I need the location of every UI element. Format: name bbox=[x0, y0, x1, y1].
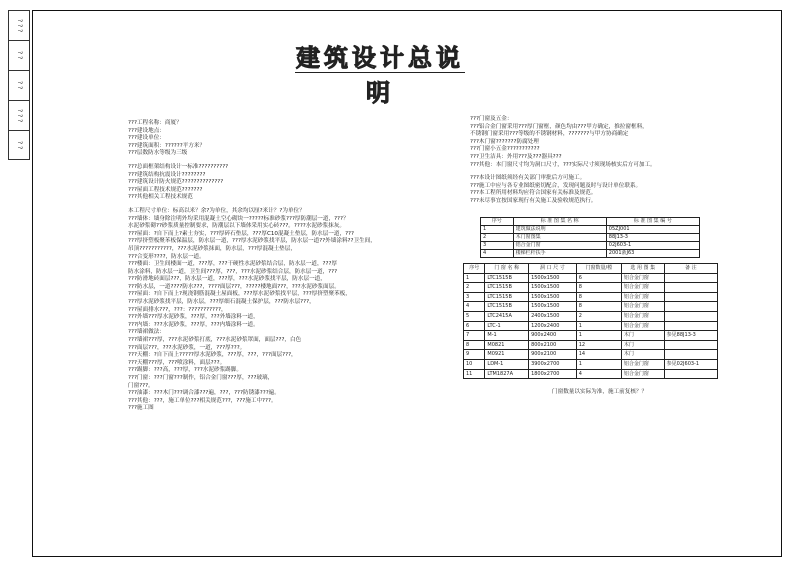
table-cell bbox=[664, 350, 717, 360]
note-line: ???工程名称：商厦？ bbox=[128, 120, 182, 126]
table-cell: 1 bbox=[576, 359, 621, 369]
table-cell: M-1 bbox=[485, 331, 529, 341]
table-cell: 12 bbox=[576, 340, 621, 350]
note-line: ???厚挤塑板聚苯板保温层，防水层一道，???厚水泥砂浆找平层，防水层一道??外墙涂料??卫生间， bbox=[128, 238, 376, 245]
table-header-cell: 门 窗 名 称 bbox=[485, 264, 529, 274]
table-row bbox=[481, 250, 700, 258]
table-row bbox=[481, 234, 700, 242]
note-line: ???建筑面积：??????平方米？ bbox=[128, 142, 206, 149]
table-cell: 木门窗图集 bbox=[513, 234, 606, 242]
note-line: ???门窗：???门窗???制作，铝合金门窗???厚，???玻璃， bbox=[128, 375, 274, 381]
note-line: ???本工程所用材料均应符合国家有关标准及规范。 bbox=[470, 190, 597, 197]
table-cell: 8 bbox=[576, 283, 621, 293]
note-line: 吊顶???????????，???水泥砂浆抹面，防水层，???厚混凝土垫层， bbox=[128, 245, 296, 252]
table-row bbox=[464, 273, 718, 283]
note-line: ???其他：???，施工单位???相关规范???，???施工中???。 bbox=[128, 397, 277, 404]
table-cell: 2400x1500 bbox=[529, 311, 577, 321]
table-cell: 木门 bbox=[621, 350, 664, 360]
note-line: ???建筑设计防火规范?????????????? bbox=[128, 179, 224, 186]
table-cell: 1500x1500 bbox=[529, 273, 577, 283]
table-cell: LTC2415A bbox=[485, 311, 529, 321]
table-cell: 8 bbox=[576, 302, 621, 312]
note-line: ???铝合金门窗采用???厚门窗框，颜色均由???甲方确定，推拉窗框料， bbox=[470, 123, 648, 130]
note-line: 不锈钢门窗采用???等级的不锈钢材料，???????与甲方协商确定 bbox=[470, 131, 629, 138]
table-header-cell: 洞 口 尺 寸 bbox=[529, 264, 577, 274]
note-line: 防水涂料，防水层一道，卫生间???厚，???，???水泥砂浆结合层，防水层一道，??? bbox=[128, 268, 338, 275]
table-header-row bbox=[481, 218, 700, 226]
table-cell: 铝合金门窗 bbox=[513, 242, 606, 250]
table-cell bbox=[664, 340, 717, 350]
note-line: ???墙裙???厚，???水泥砂浆打底，???水泥砂浆罩面，面层???，白色 bbox=[128, 337, 302, 344]
table-cell bbox=[664, 292, 717, 302]
table-cell: 900x2100 bbox=[529, 350, 577, 360]
table-cell: LTC1515B bbox=[485, 283, 529, 293]
note-line: ???层数防水等级为三级 bbox=[128, 150, 188, 157]
table-cell bbox=[664, 273, 717, 283]
table-cell: 14 bbox=[576, 350, 621, 360]
table-header-cell: 选 用 图 集 bbox=[621, 264, 664, 274]
note-line: 本工程尺寸单位：标高以米？余?为单位，其余均以厘?米计？?为单位？ bbox=[128, 207, 305, 214]
table-cell: 3900x2700 bbox=[529, 359, 577, 369]
table-cell: 900x2400 bbox=[529, 331, 577, 341]
table-cell: 6 bbox=[576, 273, 621, 283]
table-cell: 1 bbox=[576, 331, 621, 341]
table-cell bbox=[664, 302, 717, 312]
table-cell: 1500x1500 bbox=[529, 302, 577, 312]
margin-cell: ? ? bbox=[9, 71, 29, 101]
note-line: ???其他相关工程技术规范 bbox=[128, 194, 193, 201]
document-title: 建筑设计总说明 bbox=[296, 43, 464, 107]
note-line: ???合变形????，防水层一道。 bbox=[128, 253, 205, 260]
table-cell: 7 bbox=[464, 331, 485, 341]
table-cell: LTC1515B bbox=[485, 302, 529, 312]
table-cell: 1800x2700 bbox=[529, 369, 577, 379]
note-line: ???门窗及五金： bbox=[470, 116, 513, 122]
note-line: ???外墙???厚水泥砂浆，???厚，???外墙涂料一道， bbox=[128, 314, 259, 321]
table-row bbox=[464, 311, 718, 321]
note-line: ???本设计图纸须经有关部门审批后方可施工。 bbox=[470, 175, 586, 182]
table-cell: 1 bbox=[481, 226, 514, 234]
note-line: ???墙体：墙身除注明外均采用混凝土空心砌块一?????标准砂浆???厚防潮层一道，???？ bbox=[128, 215, 349, 222]
table-header-cell: 序号 bbox=[464, 264, 485, 274]
table-row bbox=[464, 359, 718, 369]
note-line: ???未尽事宜按国家现行有关施工及验收规范执行。 bbox=[470, 197, 597, 204]
note-line: ???防水层，一道????防水???，????面层???，?????楼地面???，???水泥砂浆面层。 bbox=[128, 283, 340, 290]
margin-title-strip bbox=[8, 10, 30, 160]
note-line: ???厚水泥砂浆找平层，防水层，???厚细石混凝土保护层，???防水层???， bbox=[128, 299, 315, 306]
table-header-cell: 标 准 图 集 编 号 bbox=[606, 218, 699, 226]
table-cell: 参见88J13-3 bbox=[664, 331, 717, 341]
table-cell: 3 bbox=[464, 292, 485, 302]
table-row bbox=[464, 369, 718, 379]
table-header-row bbox=[464, 264, 718, 274]
margin-cell: ? ? bbox=[9, 41, 29, 71]
table-header-cell: 序号 bbox=[481, 218, 514, 226]
table-cell: 800x2100 bbox=[529, 340, 577, 350]
note-line: ???施工中应与各专业图纸密切配合，发现问题及时与设计单位联系。 bbox=[470, 182, 642, 189]
table-cell: LDM-1 bbox=[485, 359, 529, 369]
table-cell: 铝合金门窗 bbox=[621, 321, 664, 331]
table-header-cell: 门窗数量/樘 bbox=[576, 264, 621, 274]
table-cell: 4 bbox=[576, 369, 621, 379]
table-cell: 木门 bbox=[621, 331, 664, 341]
note-line: ???天棚：?自下而上?????厚水泥砂浆，???厚，???，???面层???， bbox=[128, 352, 297, 359]
table-cell: 楼梯栏杆扶手 bbox=[513, 250, 606, 258]
door-window-schedule-table bbox=[463, 263, 718, 379]
note-line: 门窗???。 bbox=[128, 382, 154, 389]
title-underline bbox=[295, 72, 465, 73]
table-cell: LTM1827A bbox=[485, 369, 529, 379]
table-cell: 8 bbox=[576, 292, 621, 302]
table-cell: 8 bbox=[464, 340, 485, 350]
note-line: ???其他：本门窗尺寸均为洞口尺寸，???实际尺寸须现场核实后方可加工。 bbox=[470, 161, 656, 168]
table-cell bbox=[664, 283, 717, 293]
note-line: ???面层???，???水泥砂浆，一道，???厚???。 bbox=[128, 344, 246, 351]
table-header-cell: 标 准 图 集 名 称 bbox=[513, 218, 606, 226]
standard-atlas-table bbox=[480, 217, 700, 258]
table-cell: 88J13-3 bbox=[606, 234, 699, 242]
table-cell: 铝合金门窗 bbox=[621, 273, 664, 283]
note-line: ???建筑结构抗震设计???????? bbox=[128, 171, 206, 178]
table-cell: 1 bbox=[464, 273, 485, 283]
table-row bbox=[464, 302, 718, 312]
note-line: ???楼面：卫生间楼面一道，???厚，???干硬性水泥砂浆结合层，防水层一道，???厚 bbox=[128, 261, 338, 268]
note-line: ???建设单位： bbox=[128, 135, 165, 142]
note-line: ???屋面：?自下而上?现浇钢筋混凝土屋面板，???厚水泥砂浆找平层，???厚挤塑聚苯板， bbox=[128, 291, 351, 298]
margin-cell: ? ? ? bbox=[9, 101, 29, 131]
table-cell bbox=[664, 369, 717, 379]
note-line: ???建设地点： bbox=[128, 127, 165, 134]
note-line: ???墙裙做法： bbox=[128, 329, 165, 336]
table-cell: 2 bbox=[576, 311, 621, 321]
table-row bbox=[464, 283, 718, 293]
note-line: ???油漆：???木门???调合漆???遍，???，???防锈漆???遍。 bbox=[128, 390, 280, 397]
right-notes-column bbox=[470, 116, 770, 206]
table-row bbox=[464, 321, 718, 331]
table-cell: 铝合金门窗 bbox=[621, 359, 664, 369]
table-cell: 1200x2400 bbox=[529, 321, 577, 331]
note-line: 水泥砂浆砌??砂浆质量控制要求，防潮层以下墙体采用实心砖???。????水泥砂浆抹灰。 bbox=[128, 223, 345, 230]
table-cell: LTC1515B bbox=[485, 273, 529, 283]
table-cell: 2001浙J63 bbox=[606, 250, 699, 258]
table-row bbox=[481, 226, 700, 234]
note-line: ???卫生洁具：外用???及???器具??? bbox=[470, 153, 562, 160]
table-cell: 1500x1500 bbox=[529, 292, 577, 302]
table-cell bbox=[664, 311, 717, 321]
table-cell: 9 bbox=[464, 350, 485, 360]
table-cell: 铝合金门窗 bbox=[621, 302, 664, 312]
table-cell: 参见02J603-1 bbox=[664, 359, 717, 369]
table-row bbox=[464, 340, 718, 350]
table-cell: 2 bbox=[481, 234, 514, 242]
table-cell: 05ZJ001 bbox=[606, 226, 699, 234]
table-cell: 2 bbox=[464, 283, 485, 293]
table-cell: 铝合金门窗 bbox=[621, 292, 664, 302]
margin-cell: ? ? ? bbox=[9, 11, 29, 41]
note-line: ???防滑地砖面层???，防水层一道，???厚，???水泥砂浆找平层，防水层一道， bbox=[128, 276, 326, 283]
note-line: ???门窗小五金??????????? bbox=[470, 146, 540, 153]
table-cell: 1 bbox=[576, 321, 621, 331]
note-line: ???踢脚：???高，???厚，???水泥砂浆踢脚。 bbox=[128, 367, 242, 374]
table-row bbox=[464, 292, 718, 302]
table-cell: 1500x1500 bbox=[529, 283, 577, 293]
table-cell: 4 bbox=[464, 302, 485, 312]
table-row bbox=[464, 331, 718, 341]
table-cell: LTC-1 bbox=[485, 321, 529, 331]
table-cell: 建筑做法说明 bbox=[513, 226, 606, 234]
table-row bbox=[464, 350, 718, 360]
table-cell: M0921 bbox=[485, 350, 529, 360]
table-cell bbox=[664, 321, 717, 331]
note-line: ???屋面：?自下而上?素土夯实，???厚碎石垫层，???厚C10混凝土垫层，防水层一道，??? bbox=[128, 230, 354, 237]
table-header-cell: 备 注 bbox=[664, 264, 717, 274]
table-cell: 6 bbox=[464, 321, 485, 331]
left-notes-column bbox=[128, 120, 458, 413]
table-cell: 02J603-1 bbox=[606, 242, 699, 250]
table-cell: 木门 bbox=[621, 340, 664, 350]
table-cell: 铝合金门窗 bbox=[621, 369, 664, 379]
schedule-note: 门窗数量以实际为准，施工前复核？？ bbox=[552, 389, 648, 395]
note-line: ???屋面排水???，???：???????????， bbox=[128, 306, 227, 313]
table-cell: 3 bbox=[481, 242, 514, 250]
note-line: ???内墙：???水泥砂浆，???厚，???内墙涂料一道。 bbox=[128, 321, 259, 328]
table-cell: M0821 bbox=[485, 340, 529, 350]
table-row bbox=[481, 242, 700, 250]
table-cell: 4 bbox=[481, 250, 514, 258]
table-cell: 铝合金门窗 bbox=[621, 311, 664, 321]
note-line: ???施工图 bbox=[128, 405, 154, 412]
margin-cell: ? ? bbox=[16, 141, 23, 150]
note-line: ???屋面工程技术规范??????? bbox=[128, 186, 203, 193]
note-line: ???总面框架结构设计一标准?????????? bbox=[128, 163, 229, 170]
note-line: ???天棚???厚，???喷涂料，面层???。 bbox=[128, 359, 226, 366]
table-cell: 5 bbox=[464, 311, 485, 321]
table-cell: 10 bbox=[464, 359, 485, 369]
table-cell: 铝合金门窗 bbox=[621, 283, 664, 293]
table-cell: LTC1515B bbox=[485, 292, 529, 302]
table-cell: 11 bbox=[464, 369, 485, 379]
note-line: ???木门窗???????防腐处理 bbox=[470, 138, 539, 145]
